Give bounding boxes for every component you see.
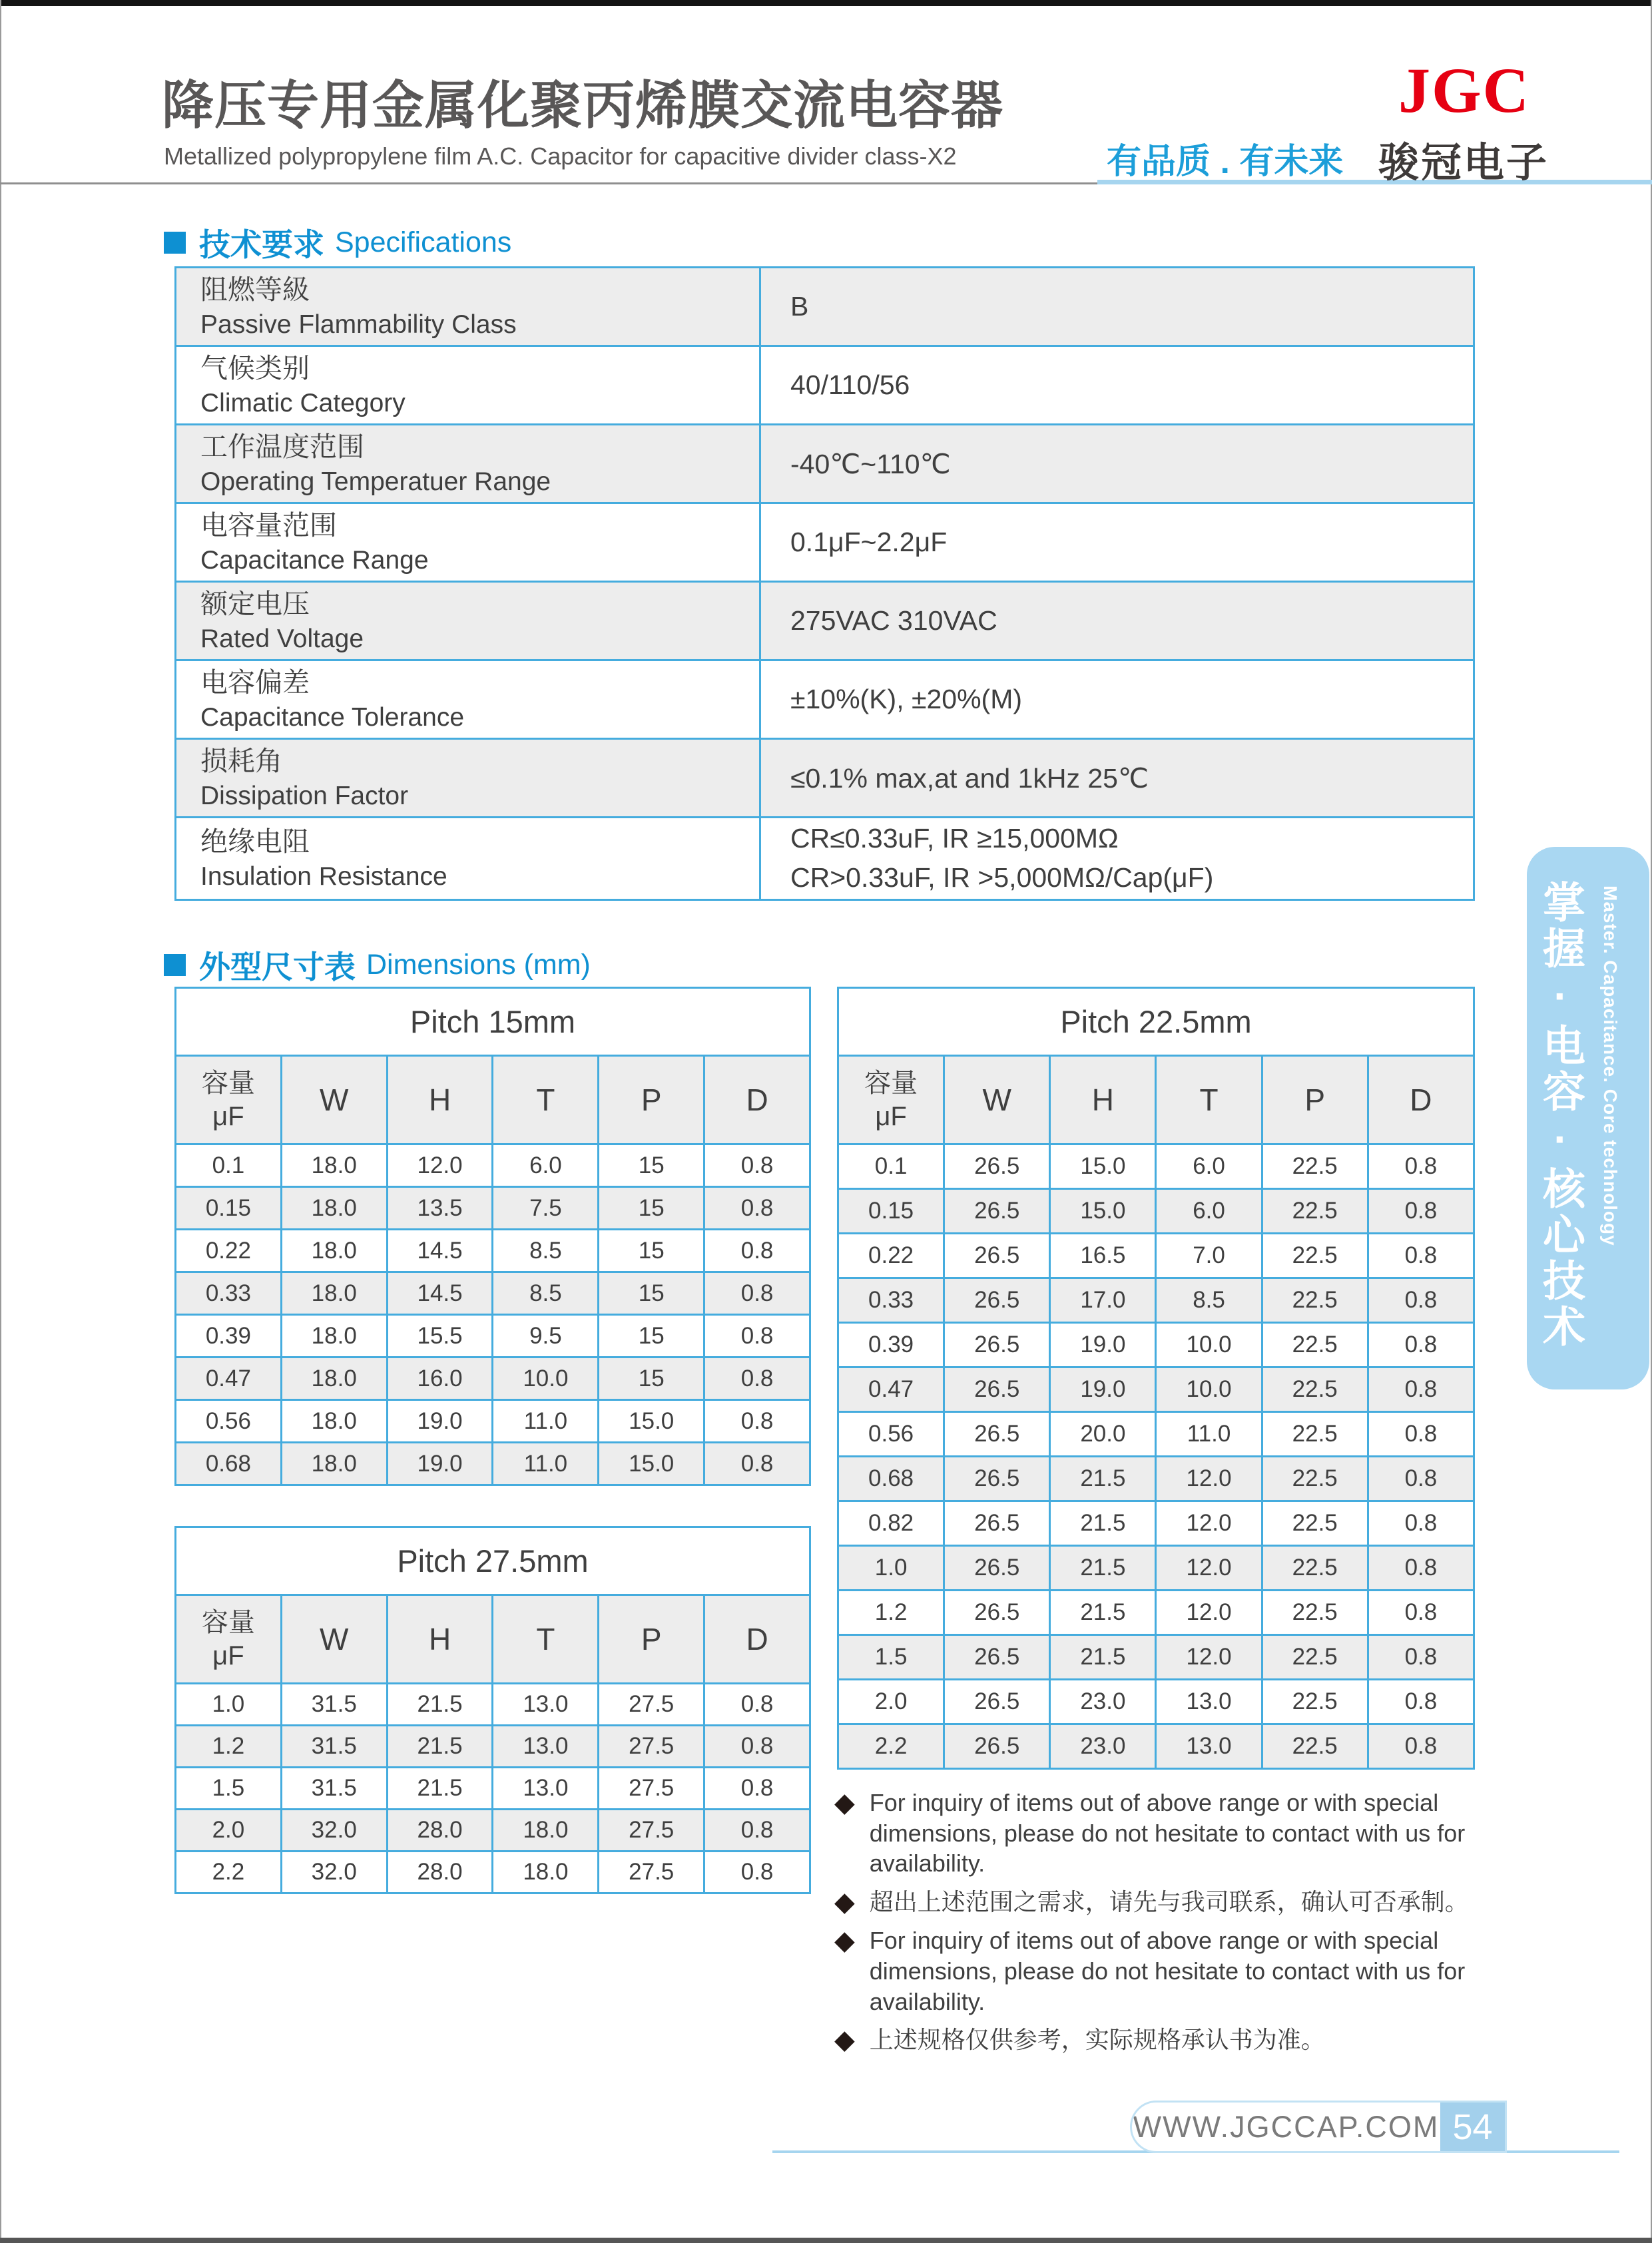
table-cell: 11.0 [493,1400,599,1443]
table-cell: 0.39 [838,1323,944,1368]
spec-value: 275VAC 310VAC [760,582,1474,660]
column-header: H [387,1595,493,1684]
table-cell: 8.5 [493,1230,599,1272]
table-row [176,660,1474,739]
table-cell: 7.0 [1156,1234,1262,1278]
table-header-row [176,1056,810,1144]
column-header: D [1368,1056,1474,1144]
table-title: Pitch 15mm [176,988,810,1056]
table-cell: 12.0 [1156,1591,1262,1635]
column-header: P [1262,1056,1368,1144]
spec-label-cn: 额定电压 [200,588,310,619]
table-row [838,1189,1474,1234]
table-cell: 6.0 [1156,1144,1262,1189]
table-cell: 0.8 [1368,1501,1474,1546]
diamond-bullet-icon: ◆ [834,1788,855,1818]
table-cell: 1.2 [838,1591,944,1635]
table-cell: 18.0 [281,1443,387,1485]
diamond-bullet-icon: ◆ [834,1926,855,1956]
notes-list [834,1788,1497,2055]
table-row [176,1684,810,1726]
table-cell: 0.8 [1368,1635,1474,1680]
spec-value-line1: CR≤0.33uF, IR ≥15,000MΩ [790,823,1119,854]
table-cell: 0.8 [704,1443,810,1485]
table-cell: 22.5 [1262,1635,1368,1680]
table-row [838,1368,1474,1412]
table-cell: 1.5 [838,1635,944,1680]
section-title-cn: 技术要求 [199,227,324,262]
table-cell: 1.2 [176,1726,282,1768]
table-cell: 15 [599,1315,704,1358]
table-cell: 0.39 [176,1315,282,1358]
pitch-15mm-table [174,987,811,1486]
table-cell: 13.0 [1156,1724,1262,1769]
table-cell: 0.47 [176,1358,282,1400]
spec-value-line2: CR>0.33uF, IR >5,000MΩ/Cap(μF) [790,862,1214,893]
table-cell: 13.0 [493,1726,599,1768]
table-cell: 17.0 [1050,1278,1156,1323]
table-cell: 0.8 [704,1400,810,1443]
table-cell: 0.8 [1368,1368,1474,1412]
table-cell: 0.33 [838,1278,944,1323]
table-row [176,425,1474,503]
table-cell: 2.0 [838,1680,944,1724]
table-cell: 26.5 [944,1323,1050,1368]
column-header: H [1050,1056,1156,1144]
spec-label-en: Passive Flammability Class [200,310,517,339]
table-cell: 2.2 [838,1724,944,1769]
table-cell: 0.8 [1368,1144,1474,1189]
table-cell: 14.5 [387,1230,493,1272]
spec-label-en: Operating Temperatuer Range [200,467,551,496]
table-cell: 21.5 [387,1768,493,1810]
note-text: 上述规格仅供参考，实际规格承认书为准。 [869,2026,1325,2054]
list-item [834,2025,1497,2055]
table-cell: 0.1 [176,1144,282,1187]
table-row [838,1591,1474,1635]
table-cell: 18.0 [281,1230,387,1272]
table-row [838,1412,1474,1457]
table-title-row [176,988,810,1056]
footer-badge [1130,2101,1507,2153]
pitch-22-5mm-table-body [838,1144,1474,1769]
page-number: 54 [1440,2103,1505,2151]
table-row [176,1400,810,1443]
table-cell: 20.0 [1050,1412,1156,1457]
table-cell: 21.5 [1050,1457,1156,1501]
table-row [838,1457,1474,1501]
table-cell: 0.8 [704,1230,810,1272]
table-cell: 27.5 [599,1768,704,1810]
column-header: T [1156,1056,1262,1144]
note-text: For inquiry of items out of above range or with special dimensions, please do not hesitate to contact with us for availability. [869,1789,1466,1877]
column-header-unit: μF [875,1102,907,1131]
spec-label-en: Dissipation Factor [200,781,409,810]
column-header-unit: μF [212,1641,244,1670]
header-divider-gray [0,182,1097,184]
table-cell: 0.47 [838,1368,944,1412]
table-cell: 12.0 [1156,1635,1262,1680]
table-cell: 31.5 [281,1684,387,1726]
table-row [838,1680,1474,1724]
table-cell: 26.5 [944,1724,1050,1769]
table-cell: 26.5 [944,1278,1050,1323]
table-cell: 0.68 [176,1443,282,1485]
table-cell: 18.0 [281,1315,387,1358]
table-cell: 0.8 [1368,1189,1474,1234]
table-cell: 22.5 [1262,1412,1368,1457]
table-row [838,1546,1474,1591]
spec-label-en: Climatic Category [200,388,406,417]
pitch-15mm-table-body [176,1144,810,1485]
table-cell: 10.0 [493,1358,599,1400]
column-header: W [944,1056,1050,1144]
table-row [176,1144,810,1187]
table-row [176,1187,810,1230]
table-cell: 0.8 [704,1810,810,1852]
column-header: T [493,1056,599,1144]
table-row [838,1234,1474,1278]
side-tab-slogan-en: Master. Capacitance. Core technology [1600,885,1621,1246]
table-cell: 0.8 [704,1272,810,1315]
table-cell: 0.8 [704,1726,810,1768]
table-row [838,1144,1474,1189]
table-cell: 23.0 [1050,1680,1156,1724]
table-cell: 18.0 [493,1810,599,1852]
table-cell: 26.5 [944,1189,1050,1234]
table-cell: 0.8 [704,1684,810,1726]
spec-value: -40℃~110℃ [760,425,1474,503]
table-cell: 22.5 [1262,1144,1368,1189]
table-cell: 12.0 [1156,1501,1262,1546]
table-row [176,1230,810,1272]
table-cell: 0.82 [838,1501,944,1546]
side-tab-slogan-cn: 掌握·电容·核心技术 [1537,880,1585,1350]
table-cell: 15 [599,1230,704,1272]
table-cell: 0.8 [704,1358,810,1400]
table-row [176,1810,810,1852]
table-cell: 22.5 [1262,1724,1368,1769]
table-cell: 21.5 [387,1726,493,1768]
table-cell: 16.0 [387,1358,493,1400]
table-cell: 18.0 [281,1400,387,1443]
table-cell: 21.5 [1050,1501,1156,1546]
list-item [834,1887,1497,1917]
spec-label-cn: 绝缘电阻 [200,826,310,857]
table-cell: 0.8 [704,1187,810,1230]
table-cell: 22.5 [1262,1368,1368,1412]
pitch-22-5mm-table [837,987,1475,1770]
table-cell: 1.0 [176,1684,282,1726]
table-row [176,1768,810,1810]
list-item [834,1925,1497,2017]
table-title: Pitch 27.5mm [176,1527,810,1595]
table-cell: 0.15 [176,1187,282,1230]
table-cell: 21.5 [1050,1635,1156,1680]
table-cell: 18.0 [281,1144,387,1187]
table-cell: 0.8 [1368,1234,1474,1278]
table-cell: 31.5 [281,1726,387,1768]
table-cell: 27.5 [599,1810,704,1852]
table-header-row [176,1595,810,1684]
table-cell: 23.0 [1050,1724,1156,1769]
table-cell: 0.68 [838,1457,944,1501]
table-cell: 9.5 [493,1315,599,1358]
column-header: P [599,1056,704,1144]
page-title: 降压专用金属化聚丙烯膜交流电容器 [162,76,1004,134]
table-row [838,1323,1474,1368]
table-cell: 13.5 [387,1187,493,1230]
table-cell: 8.5 [493,1272,599,1315]
spec-value: 40/110/56 [760,346,1474,425]
column-header: W [281,1595,387,1684]
table-cell: 26.5 [944,1144,1050,1189]
table-cell: 0.8 [1368,1591,1474,1635]
page-border-top [0,0,1652,6]
table-cell: 26.5 [944,1457,1050,1501]
column-header: T [493,1595,599,1684]
table-cell: 18.0 [281,1358,387,1400]
spec-value: 0.1μF~2.2μF [760,503,1474,582]
table-row [176,582,1474,660]
specifications-table [174,266,1475,901]
table-row [176,1272,810,1315]
table-cell: 21.5 [1050,1546,1156,1591]
table-cell: 15.0 [599,1443,704,1485]
table-cell: 26.5 [944,1546,1050,1591]
table-cell: 12.0 [387,1144,493,1187]
spec-value: ≤0.1% max,at and 1kHz 25℃ [760,739,1474,818]
table-cell: 15 [599,1358,704,1400]
spec-label-cn: 气候类别 [200,352,310,383]
table-title: Pitch 22.5mm [838,988,1474,1056]
table-cell: 15 [599,1187,704,1230]
section-header-specifications [164,220,511,265]
table-cell: 22.5 [1262,1457,1368,1501]
table-cell: 22.5 [1262,1680,1368,1724]
table-cell: 6.0 [1156,1189,1262,1234]
table-cell: 0.8 [704,1768,810,1810]
table-cell: 26.5 [944,1368,1050,1412]
table-cell: 12.0 [1156,1457,1262,1501]
table-row [176,268,1474,346]
table-row [176,1443,810,1485]
table-row [176,346,1474,425]
spec-label-cn: 阻燃等級 [200,274,310,305]
table-cell: 0.33 [176,1272,282,1315]
table-cell: 22.5 [1262,1591,1368,1635]
diamond-bullet-icon: ◆ [834,1887,855,1917]
table-cell: 27.5 [599,1684,704,1726]
table-cell: 10.0 [1156,1368,1262,1412]
table-cell: 0.8 [1368,1546,1474,1591]
table-row [838,1635,1474,1680]
pitch-27-5mm-table-body [176,1684,810,1893]
page-border-bottom [0,2238,1652,2243]
table-cell: 0.22 [838,1234,944,1278]
table-cell: 26.5 [944,1234,1050,1278]
spec-label-cn: 工作温度范围 [200,431,364,462]
table-row [838,1501,1474,1546]
table-cell: 26.5 [944,1501,1050,1546]
table-title-row [838,988,1474,1056]
column-header-capacitance: 容量 [201,1069,255,1098]
table-cell: 0.56 [838,1412,944,1457]
section-title-en: Dimensions (mm) [366,949,591,981]
note-text: 超出上述范围之需求，请先与我司联系，确认可否承制。 [869,1888,1469,1916]
table-header-row [838,1056,1474,1144]
table-cell: 10.0 [1156,1323,1262,1368]
section-title-en: Specifications [335,226,512,258]
table-cell: 26.5 [944,1680,1050,1724]
spec-label-en: Capacitance Range [200,545,429,575]
table-cell: 18.0 [281,1272,387,1315]
section-header-dimensions [164,943,591,987]
section-square-icon [164,954,186,976]
spec-label-en: Rated Voltage [200,624,364,653]
table-cell: 22.5 [1262,1234,1368,1278]
table-cell: 0.8 [704,1144,810,1187]
table-cell: 26.5 [944,1635,1050,1680]
table-cell: 11.0 [1156,1412,1262,1457]
table-row [176,1726,810,1768]
column-header: W [281,1056,387,1144]
table-row [176,818,1474,900]
table-cell: 22.5 [1262,1278,1368,1323]
table-row [176,1358,810,1400]
table-cell: 0.8 [704,1315,810,1358]
spec-value: B [760,268,1474,346]
table-title-row [176,1527,810,1595]
column-header: D [704,1056,810,1144]
diamond-bullet-icon: ◆ [834,2025,855,2055]
table-row [838,1278,1474,1323]
table-cell: 0.22 [176,1230,282,1272]
table-cell: 19.0 [1050,1368,1156,1412]
table-cell: 0.1 [838,1144,944,1189]
table-cell: 22.5 [1262,1323,1368,1368]
table-cell: 2.2 [176,1852,282,1893]
table-cell: 0.8 [1368,1323,1474,1368]
table-cell: 15.0 [1050,1144,1156,1189]
table-cell: 2.0 [176,1810,282,1852]
spec-label-cn: 电容量范围 [200,509,337,541]
table-cell: 11.0 [493,1443,599,1485]
table-row [176,739,1474,818]
column-header: P [599,1595,704,1684]
table-cell: 0.8 [1368,1412,1474,1457]
spec-label-en: Insulation Resistance [200,862,447,891]
table-cell: 0.56 [176,1400,282,1443]
table-cell: 15.0 [599,1400,704,1443]
table-cell: 14.5 [387,1272,493,1315]
table-cell: 21.5 [1050,1591,1156,1635]
table-cell: 27.5 [599,1852,704,1893]
table-cell: 18.0 [493,1852,599,1893]
table-cell: 26.5 [944,1591,1050,1635]
column-header-capacitance: 容量 [864,1069,918,1098]
table-cell: 0.15 [838,1189,944,1234]
pitch-27-5mm-table [174,1526,811,1894]
table-cell: 0.8 [1368,1278,1474,1323]
table-cell: 7.5 [493,1187,599,1230]
table-cell: 18.0 [281,1187,387,1230]
table-cell: 15.5 [387,1315,493,1358]
table-cell: 22.5 [1262,1189,1368,1234]
table-cell: 0.8 [704,1852,810,1893]
section-title-cn: 外型尺寸表 [199,949,356,985]
column-header-unit: μF [212,1102,244,1131]
table-cell: 22.5 [1262,1546,1368,1591]
table-row [176,1315,810,1358]
table-cell: 22.5 [1262,1501,1368,1546]
column-header: D [704,1595,810,1684]
table-cell: 0.8 [1368,1680,1474,1724]
table-cell: 19.0 [387,1443,493,1485]
table-cell: 32.0 [281,1810,387,1852]
table-cell: 0.8 [1368,1724,1474,1769]
page-subtitle: Metallized polypropylene film A.C. Capacitor for capacitive divider class-X2 [164,142,957,170]
spec-label-cn: 电容偏差 [200,666,310,698]
table-cell: 15 [599,1144,704,1187]
brand-logo: JGC [1398,55,1530,126]
table-cell: 13.0 [493,1684,599,1726]
table-row [838,1724,1474,1769]
section-square-icon [164,232,186,254]
table-cell: 1.0 [838,1546,944,1591]
table-cell: 15.0 [1050,1189,1156,1234]
table-cell: 26.5 [944,1412,1050,1457]
table-cell: 12.0 [1156,1546,1262,1591]
table-cell: 21.5 [387,1684,493,1726]
spec-label-en: Capacitance Tolerance [200,702,465,732]
page-border-left [0,0,1,2243]
table-cell: 31.5 [281,1768,387,1810]
table-cell: 13.0 [493,1768,599,1810]
table-cell: 8.5 [1156,1278,1262,1323]
table-cell: 0.8 [1368,1457,1474,1501]
table-cell: 19.0 [1050,1323,1156,1368]
table-cell: 28.0 [387,1852,493,1893]
spec-label-cn: 损耗角 [200,745,282,776]
table-cell: 1.5 [176,1768,282,1810]
brand-company-name: 骏冠电子 [1378,140,1549,185]
column-header: H [387,1056,493,1144]
list-item [834,1788,1497,1879]
table-cell: 15 [599,1272,704,1315]
table-cell: 27.5 [599,1726,704,1768]
table-cell: 13.0 [1156,1680,1262,1724]
table-cell: 6.0 [493,1144,599,1187]
column-header-capacitance: 容量 [201,1608,255,1637]
table-row [176,1852,810,1893]
website-url: WWW.JGCCAP.COM [1133,2109,1440,2144]
spec-value: ±10%(K), ±20%(M) [760,660,1474,739]
table-cell: 19.0 [387,1400,493,1443]
note-text: For inquiry of items out of above range or with special dimensions, please do not hesitate to contact with us for availability. [869,1927,1466,2015]
table-cell: 28.0 [387,1810,493,1852]
table-cell: 16.5 [1050,1234,1156,1278]
brand-tagline: 有品质 . 有未来 [1107,142,1344,181]
table-cell: 32.0 [281,1852,387,1893]
table-row [176,503,1474,582]
